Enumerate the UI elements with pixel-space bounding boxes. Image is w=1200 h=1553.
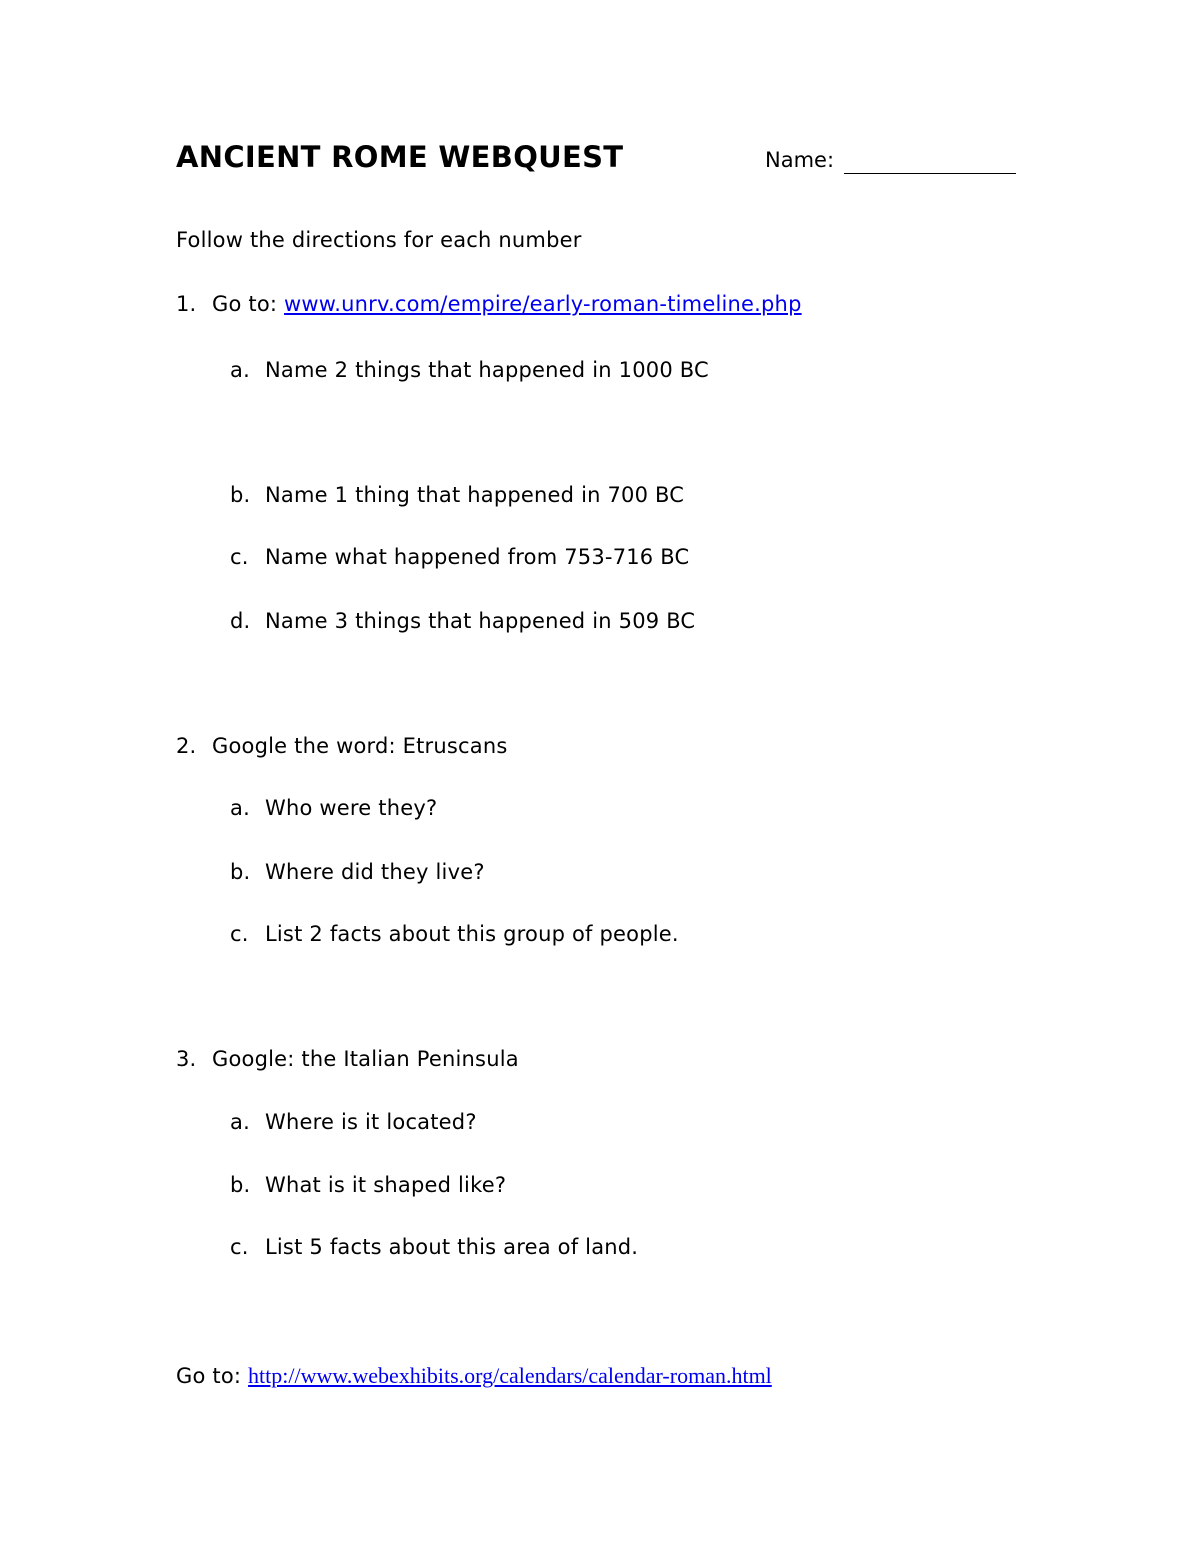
name-label: Name: [765, 148, 835, 172]
q2-item-a-text: Who were they? [265, 796, 438, 820]
question-3-number: 3. [176, 1047, 197, 1071]
question-2-number: 2. [176, 734, 197, 758]
q1-item-b-text: Name 1 thing that happened in 700 BC [265, 483, 685, 507]
q3-item-b-letter: b. [230, 1173, 251, 1197]
q2-item-a-letter: a. [230, 796, 250, 820]
q1-item-d-text: Name 3 things that happened in 509 BC [265, 609, 696, 633]
calendar-link[interactable]: http://www.webexhibits.org/calendars/calendar-roman.html [248, 1363, 772, 1388]
question-1-number: 1. [176, 292, 197, 316]
footer-prefix: Go to: [176, 1364, 242, 1388]
page-title: ANCIENT ROME WEBQUEST [176, 140, 624, 174]
question-1-line [212, 292, 802, 316]
q3-item-c-letter: c. [230, 1235, 249, 1259]
q2-item-c-letter: c. [230, 922, 249, 946]
question-1-prefix: Go to: [212, 292, 278, 316]
q2-item-b-letter: b. [230, 860, 251, 884]
name-blank-line [844, 173, 1016, 174]
q1-item-b-letter: b. [230, 483, 251, 507]
q1-item-c-letter: c. [230, 545, 249, 569]
q1-item-a-text: Name 2 things that happened in 1000 BC [265, 358, 709, 382]
q3-item-b-text: What is it shaped like? [265, 1173, 507, 1197]
intro-text: Follow the directions for each number [176, 228, 582, 252]
footer-line [176, 1363, 772, 1389]
question-2-text: Google the word: Etruscans [212, 734, 508, 758]
timeline-link[interactable]: www.unrv.com/empire/early-roman-timeline.php [284, 292, 802, 316]
q2-item-b-text: Where did they live? [265, 860, 485, 884]
q1-item-c-text: Name what happened from 753-716 BC [265, 545, 690, 569]
q1-item-a-letter: a. [230, 358, 250, 382]
question-3-text: Google: the Italian Peninsula [212, 1047, 519, 1071]
q3-item-a-text: Where is it located? [265, 1110, 477, 1134]
q1-item-d-letter: d. [230, 609, 251, 633]
q3-item-c-text: List 5 facts about this area of land. [265, 1235, 639, 1259]
q3-item-a-letter: a. [230, 1110, 250, 1134]
q2-item-c-text: List 2 facts about this group of people. [265, 922, 679, 946]
